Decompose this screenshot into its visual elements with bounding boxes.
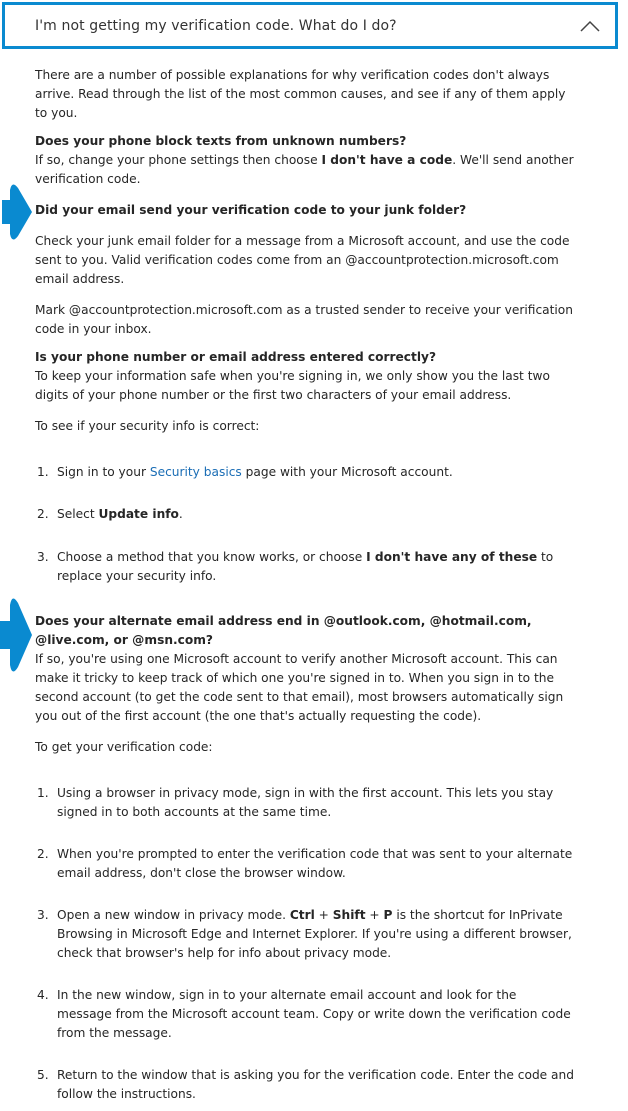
question-phone-block: Does your phone block texts from unknown numbers? [35, 134, 407, 148]
list-item: 1. Using a browser in privacy mode, sign in with the first account. This lets you stay signed in to both accounts at the same time. [37, 786, 554, 819]
question-junk-folder: Did your email send your verification code to your junk folder? [35, 203, 467, 217]
article-content [35, 66, 575, 1104]
trusted-sender-paragraph: Mark @accountprotection.microsoft.com as a trusted sender to receive your verification code in your inbox. [35, 303, 573, 336]
annotation-arrow-icon [0, 180, 34, 244]
question-alternate-email: Does your alternate email address end in @outlook.com, @hotmail.com, @live.com, or @msn.com? [35, 614, 532, 647]
chevron-up-icon[interactable] [579, 19, 601, 33]
question-entered-correctly: Is your phone number or email address entered correctly? [35, 350, 437, 364]
security-info-intro: To see if your security info is correct: [35, 419, 260, 433]
list-item: 4. In the new window, sign in to your alternate email account and look for the message from the Microsoft account team. Copy or write down the verification code from the message. [37, 988, 571, 1040]
security-steps-list [35, 463, 575, 586]
list-item: 3. Choose a method that you know works, or choose I don't have any of these to replace your security info. [37, 550, 554, 583]
accordion-header[interactable] [2, 2, 618, 49]
intro-paragraph: There are a number of possible explanations for why verification codes don't always arrive. Read through the list of the most common causes, and see if any of them apply to you. [35, 68, 566, 120]
list-item: 2. When you're prompted to enter the verification code that was sent to your alternate email address, don't close the browser window. [37, 847, 573, 880]
answer-junk-folder: Check your junk email folder for a message from a Microsoft account, and use the code sent to you. Valid verification codes come from an @accountprotection.microsoft.com email address. [35, 234, 570, 286]
verification-steps-list [35, 784, 575, 1104]
answer-entered-correctly: To keep your information safe when you're signing in, we only show you the last two digits of your phone number or the first two characters of your email address. [35, 369, 550, 402]
verification-code-intro: To get your verification code: [35, 740, 213, 754]
option-no-code: I don't have a code [321, 153, 453, 167]
list-item: 1. Sign in to your Security basics page with your Microsoft account. [37, 465, 453, 479]
list-item: 2. Select Update info. [37, 507, 183, 521]
answer-alternate-email: If so, you're using one Microsoft account to verify another Microsoft account. This can make it tricky to keep track of which one you're signed in to. When you sign in to the second account (to get the code sent to that email), most browsers automatically sign you out of the first account (the one that's actually requesting the code). [35, 652, 564, 723]
accordion-title: I'm not getting my verification code. What do I do? [35, 17, 397, 34]
annotation-arrow-icon [0, 593, 34, 677]
answer-phone-block: If so, change your phone settings then choose I don't have a code. We'll send another verification code. [35, 153, 574, 186]
security-basics-link[interactable]: Security basics [149, 465, 242, 479]
list-item: 5. Return to the window that is asking you for the verification code. Enter the code and follow the instructions. [37, 1068, 574, 1101]
list-item: 3. Open a new window in privacy mode. Ctrl + Shift + P is the shortcut for InPrivate Browsing in Microsoft Edge and Internet Explorer. If you're using a different browser, check that browser's help for info about privacy mode. [37, 908, 572, 960]
